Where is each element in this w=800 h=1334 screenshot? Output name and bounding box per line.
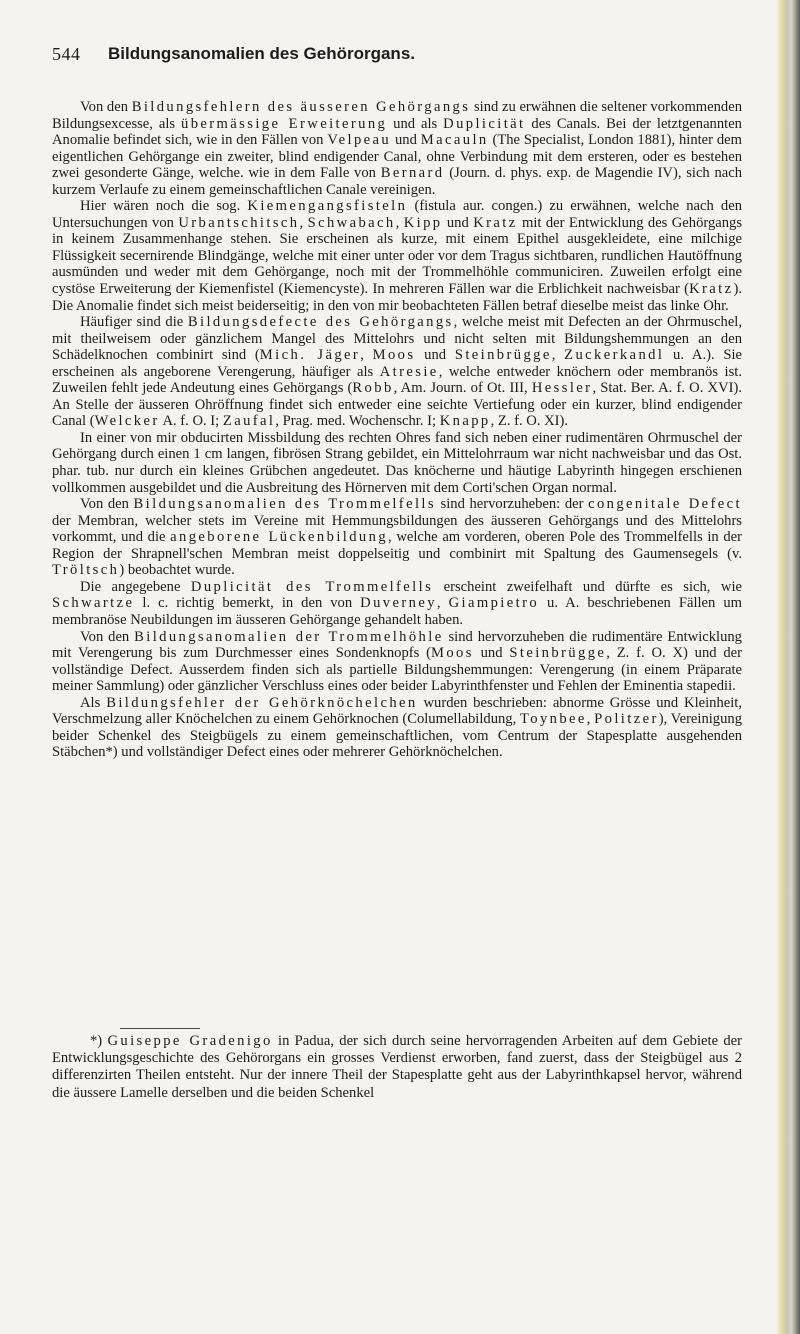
text-run: , Stat. Ber. A. f. O. XVI). An Stelle der äusseren Ohröffnung findet sich entweder eine seichte Vertiefung oder ein kurzer, blind endigender Canal ( — [52, 380, 742, 430]
text-run: (The Specialist, London 1881), hinter dem eigentlichen Gehörgange ein zweiter, blind endigender Canal, ohne Verbindung mit dem ersteren, oder es bestehen zwei gesonderte Gänge, welche. wie in dem Falle von — [52, 132, 743, 182]
spaced-name: Welcker — [94, 413, 160, 430]
paragraph — [52, 579, 742, 629]
text-run: , welche am vorderen, oberen Pole des Trommelfells in der Region der Shrapnell'schen Membran meist doppelseitig und combinirt mit Spaltung des Gaumensegels (v. — [52, 529, 742, 562]
spaced-name: Velpeau — [327, 132, 392, 149]
spaced-name: Bildungsdefecte des Gehörgangs — [187, 314, 454, 331]
text-run: A. f. O. I; — [159, 413, 223, 430]
spaced-name: Bernard — [380, 165, 445, 182]
text-run: , — [395, 214, 404, 231]
text-run: u. A. beschriebenen Fällen um membranöse Neubildungen im äusseren Gehörgange gehandelt haben. — [52, 595, 742, 628]
paragraph — [52, 99, 742, 198]
text-run: und als — [387, 115, 444, 132]
body-text — [52, 99, 742, 761]
text-run: , Am. Journ. of Ot. III, — [393, 380, 532, 397]
spaced-name: Mich. Jäger — [259, 347, 361, 364]
spaced-name: Macauln — [420, 132, 489, 149]
text-run: , — [586, 711, 595, 728]
spaced-name: Giampietro — [448, 595, 540, 612]
spaced-name: Hessler — [531, 380, 593, 397]
text-run: , Prag. med. Wochenschr. I; — [275, 413, 440, 430]
spaced-name: Bildungsanomalien der Trommelhöhle — [134, 628, 444, 645]
text-run: In einer von mir obducirten Missbildung des rechten Ohres fand sich neben einer rudimentären Ohrmuschel der Gehörgang durch einen 1 cm langen, fibrösen Strang gebildet, ein Mittelohrraum war nicht nachweisbar und das Ost. phar. tub. nur durch ein kleines Grübchen angedeutet. Das knöcherne und häutige Labyrinth hingegen erschienen vollkommen ausgebildet und die Ausbreitung des Hörnerven mit dem Corti'schen Organ normal. — [52, 429, 742, 496]
text-run: , welche entweder knöchern oder membranös ist. Zuweilen fehlt jede Andeutung eines Gehörgangs ( — [52, 363, 742, 397]
text-run: Häufiger sind die — [80, 314, 188, 331]
spaced-name: Kipp — [403, 214, 443, 231]
spaced-name: Robb — [352, 380, 394, 397]
spaced-name: Knapp — [439, 413, 491, 430]
text-run: , — [436, 595, 449, 612]
spaced-name: Schwartze — [52, 595, 135, 612]
footnote-paragraph — [52, 1033, 742, 1102]
text-run: (fistula aur. congen.) zu erwähnen, welche nach den Untersuchungen von — [52, 198, 742, 231]
text-run: ). Die Anomalie findet sich meist beiderseitig; in den von mir beobachteten Fällen betraf dieselbe meist das linke Ohr. — [52, 281, 742, 314]
spaced-name: Bildungsanomalien des Trommelfells — [133, 496, 436, 513]
text-run: , Z. f. O. X) und der vollständige Defect. Ausserdem finden sich als partielle Bildungshemmungen: Verengerung (in einem Präparate meiner Sammlung) oder gänzlicher Verschluss eines oder beider Labyrinthfenster und Fehlen der Eminentia stapedii. — [52, 645, 742, 695]
spaced-name: angeborene Lückenbildung — [170, 529, 389, 546]
spaced-name: Bildungsfehler der Gehörknöchelchen — [106, 694, 418, 711]
text-run: des Canals. Bei der letztgenannten Anomalie befindet sich, wie in den Fällen von — [52, 115, 742, 149]
text-run: l. c. richtig bemerkt, in den von — [134, 595, 361, 612]
paragraph — [52, 695, 742, 761]
spaced-name: Toynbee — [519, 711, 587, 728]
text-run: sind hervorzuheben die rudimentäre Entwicklung mit Verengerung bis zum Durchmesser eines Sondenknopfs ( — [52, 628, 742, 662]
paragraph — [52, 198, 742, 314]
page-header — [52, 44, 742, 72]
spaced-name: Atresie — [379, 363, 439, 380]
text-run: und — [391, 132, 421, 149]
spaced-name: Moos — [372, 347, 416, 364]
spaced-name: Moos — [430, 645, 474, 662]
spaced-name: Duverney — [360, 595, 437, 612]
text-run: , — [299, 214, 308, 231]
text-run: Als — [80, 694, 107, 711]
text-run: in Padua, der sich durch seine hervorragenden Arbeiten auf dem Gebiete der Entwicklungsgeschichte des Gehörorgans ein grosses Verdienst erworben, fand zuerst, dass der Steigbügel aus 2 differenzirten Theilen entsteht. Nur der innere Theil der Stapesplatte geht aus der Labyrinthkapsel hervor, während die äussere Lamelle derselben und die beiden Schenkel — [52, 1033, 742, 1101]
spaced-name: Steinbrügge — [509, 645, 607, 662]
spaced-name: Zaufal — [222, 413, 276, 430]
text-run: Hier wären noch die sog. — [80, 198, 248, 215]
spaced-name: Kratz — [473, 214, 518, 231]
text-run: erscheint zweifelhaft und dürfte es sich, wie — [433, 578, 742, 595]
paragraph — [52, 629, 742, 695]
spaced-name: Politzer — [594, 711, 659, 728]
footnote-rule — [120, 1028, 200, 1029]
footnote — [52, 1033, 742, 1102]
text-run: und — [473, 645, 510, 662]
text-run: ) beobachtet wurde. — [119, 562, 235, 579]
text-run: u. A.). Sie erscheinen als angeborene Verengerung, häufiger als — [52, 347, 743, 380]
spaced-name: Bildungsfehlern des äusseren Gehörgangs — [131, 99, 471, 115]
text-run: mit der Entwicklung des Gehörgangs in keinem Zusammenhange stehen. Sie erscheinen als kurze, mit einem Epithel ausgekleidete, eine milchige Flüssigkeit secernirende Blindgänge, welche mit einer unter oder vor dem Tragus sichtbaren, rundlichen Hautöffnung ausmünden und weder mit dem Gehörgange, noch mit der Trommelhöhle communiciren. Zuweilen erfolgt eine cystöse Erweiterung der Kiemenfistel (Kiemencyste). In mehreren Fällen war die Erblichkeit nachweisbar ( — [52, 214, 743, 298]
spaced-name: Urbantschitsch — [178, 214, 300, 231]
text-run: Von den — [80, 628, 135, 645]
paragraph — [52, 430, 742, 496]
text-run: , — [360, 347, 373, 364]
text-run: , welche meist mit Defecten an der Ohrmuschel, mit theilweisem oder gänzlichem Mangel des Mittelohrs und nicht selten mit Bildungshemmungen an den Schädelknochen combinirt sind ( — [52, 314, 742, 364]
paragraph — [52, 496, 742, 579]
spaced-name: Duplicität des Trommelfells — [190, 578, 434, 595]
spaced-name: Tröltsch — [52, 562, 120, 579]
spaced-name: Schwabach — [307, 214, 396, 231]
spaced-name: Kiemengangsfisteln — [247, 198, 408, 215]
spaced-name: congenitale Defect — [588, 496, 743, 513]
text-run: und — [415, 347, 455, 364]
text-run: der Membran, welcher stets im Vereine mit Hemmungsbildungen des äusseren Gehörgangs und des Mittelohrs vorkommt, und die — [52, 512, 742, 546]
text-run: sind zu erwähnen die seltener vorkommenden Bildungsexcesse, als — [52, 99, 742, 132]
text-run: *) — [90, 1033, 108, 1049]
spaced-name: übermässige Erweiterung — [181, 115, 388, 132]
text-run: sind hervorzuheben: der — [435, 496, 589, 513]
text-run: , — [551, 347, 565, 364]
page-edge — [776, 0, 800, 1334]
text-run: und — [442, 214, 474, 231]
spaced-name: Zuckerkandl — [564, 347, 665, 364]
spaced-name: Guiseppe Gradenigo — [107, 1033, 273, 1049]
page-number: 544 — [52, 44, 81, 64]
spaced-name: Kratz — [689, 281, 734, 298]
text-run: Die angegebene — [80, 578, 191, 595]
paragraph — [52, 314, 742, 430]
text-run: Von den — [80, 99, 132, 115]
text-run: Von den — [80, 496, 134, 513]
text-run: , Z. f. O. XI). — [490, 413, 569, 430]
running-title: Bildungsanomalien des Gehörorgans. — [108, 44, 415, 63]
spaced-name: Steinbrügge — [454, 347, 552, 364]
text-run: wurden beschrieben: abnorme Grösse und Kleinheit, Verschmelzung aller Knöchelchen zu einem Gehörknochen (Columellabildung, — [52, 694, 742, 728]
spaced-name: Duplicität — [443, 115, 526, 132]
text-run: (Journ. d. phys. exp. de Magendie IV), sich nach kurzem Verlaufe zu einem gemeinschaftlichen Canale vereinigen. — [52, 165, 742, 198]
text-run: ), Vereinigung beider Schenkel des Steigbügels zu einem gemeinschaftlichen, vom Centrum der Stapesplatte ausgehenden Stäbchen*) und vollständiger Defect eines oder mehrerer Gehörknöchelchen. — [52, 711, 742, 761]
